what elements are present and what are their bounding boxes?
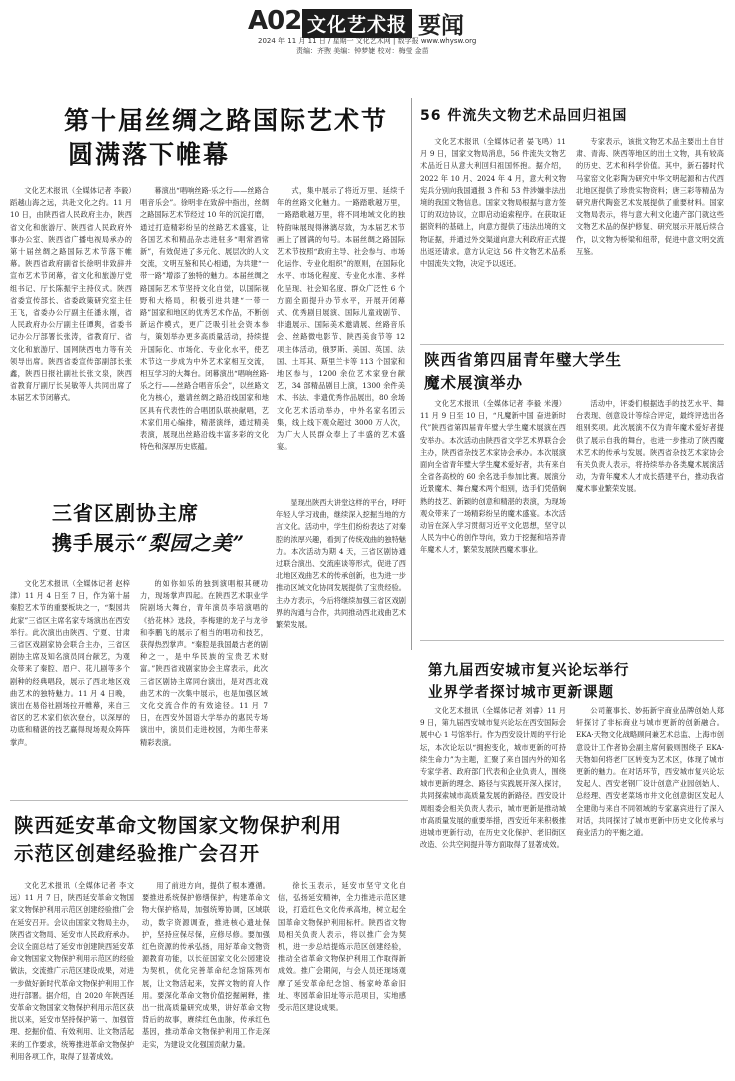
article-5-column-2 (576, 705, 724, 1075)
newspaper-logo: 文化艺术报 (302, 9, 412, 38)
article-3-column-2 (576, 398, 724, 638)
article-5-column-1 (420, 705, 566, 1075)
article-6-title-line-2: 示范区创建经验推广会召开 (14, 842, 261, 865)
article-1-title-line-2: 圆满落下帷幕 (68, 140, 231, 169)
article-4-headline (52, 498, 257, 558)
article-4-column-3 (276, 497, 406, 790)
article-1-column-2 (140, 185, 269, 485)
divider (420, 640, 724, 641)
article-6-title-line-1: 陕西延安革命文物国家文物保护利用 (14, 814, 343, 837)
article-4-text-3: 显现出陕西大讲堂这样的平台，呼吁年轻人学习戏曲，继续深入挖掘当地的方言文化。活动中，学生们纷纷表达了对秦腔的浓厚兴趣，看到了传统戏曲的独特魅力。本次活动为期 4 天，三省区剧协通过联合演出、交流座谈等形式，促进了西北地区戏曲艺术的传承创新，也为进一步推动区域文化协同发展提供了宝贵经验。主办方表示，今后将继续加强三省区戏剧界的沟通与合作，共同推动西北戏曲艺术繁荣发展。 (276, 498, 406, 630)
article-4-text-2: 的如你如乐的独到演唱根其硬功力，现场掌声四起。在陕西艺术职业学院剧场大舞台，青年演员李培演唱的《拾花林》选段，李梅建的龙子与龙爷和李鹏飞的展示了相当的唱功和技艺，获得热烈掌声。“秦腔是我国最古老的剧种之一，是中华民族的宝贵艺术财富。”陕西省戏剧家协会主席表示，此次三省区剧协主席同台演出，是对西北戏曲艺术的一次集中展示，也是加强区域文化交流合作的有效途径。11 月 7 日，在西安外国语大学举办的惠民专场演出中，演员们走进校园，为师生带来精彩表演。 (140, 579, 268, 747)
article-1-text-2: 幕演出“唱响丝路·乐之行——丝路合唱音乐会”。徐明非在致辞中指出，丝绸之路国际艺术节经过 10 年的沉淀打磨，通过打造精彩纷呈的丝路艺术盛宴，让各国艺术和精品杂志进驻多“唱常酒常新”，有效促进了多元化、展层次的人文交流，文明互鉴和民心相通，为共建“一带一路”增添了独特的魅力。本届丝绸之路国际艺术节坚持文化自觉，以国际视野和大格局，积极引进共建“一带一路”国家和地区的优秀艺术作品，不断创新运作模式，更广泛吸引社会资本参与，策划举办更多高质量活动，持续提升国际化、市场化、专业化水平，使艺术节这一步成为中外艺术家相互交流，相互学习的大舞台。闭幕演出“唱响丝路·乐之行——丝路合唱音乐会”，以丝路文化为核心，邀请丝绸之路沿线国家和地区具有代表性的合唱团队联袂献唱，艺术家们用心编排，精湛演绎，通过精美表演，展现出丝路沿线丰富多彩的文化特色和深厚历史底蕴。 (140, 186, 269, 452)
page-number: A02 (248, 6, 302, 36)
article-4-title-line-2 (52, 528, 257, 558)
divider (10, 800, 408, 801)
article-1-headline (64, 104, 404, 172)
article-3-text-1: 文化艺术报讯（全媒体记者 李毅 米漫）11 月 9 日至 10 日，“凡魔新中国 奋进新时代”陕西省第四届青年璧大学生魔术展演在西安举办。本次活动由陕西省文学艺术界联合会主办，陕西省杂技艺术家协会承办。本次展演面向全省青年璧大学生魔术爱好者，共有来自全省各高校的 60 余名选手参加比赛。展演分近景魔术、舞台魔术两个组别，选手们凭借娴熟的技艺、新颖的创意和精湛的表演，为现场观众带来了一场精彩纷呈的魔术盛宴。本次活动旨在深入学习贯彻习近平文化思想，坚守以人民为中心的创作导向，致力于挖掘和培养青年魔术人才，繁荣发展陕西魔术事业。 (420, 399, 566, 555)
article-1-text-1: 文化艺术报讯（全媒体记者 李毅）蹈越山海之远，共赴文化之约。11 月 10 日，由陕西省人民政府主办，陕西省文化和旅游厅、陕西省人民政府外事办公室、陕西省广播电视局承办的第十届丝绸之路国际艺术节落下帷幕。陕西省政府副省长徐明非致辞并宣布艺术节闭幕，省文化和旅游厅党组书记、厅长陈振宇主持仪式。陕西省委宣传部长、省委政策研究室主任王飞，省委办公厅副主任潘永刚，省人民政府办公厅副主任谭舆，省委书记办公厅部署长张涛，省教育厅、省文化和旅游厅、国网陕西电力等有关领导出席。陕西省委宣传部副部长张鑫，陕西日报社副社长张文泉，陕西省教育厅副厅长吴敏等人共同出席了本届艺术节闭幕式。 (10, 186, 132, 403)
section-name: 要闻 (418, 12, 464, 39)
article-1-column-3 (277, 185, 405, 485)
article-6-text-1: 文化艺术报讯（全媒体记者 李文远）11 月 7 日，陕西延安革命文物国家文物保护利用示范区创建经验推广会在延安召开。会议由国家文物局主办，陕西省文物局、延安市人民政府承办。会议全面总结了延安市创建陕西延安革命文物国家文物保护利用示范区的经验做法，交流推广示范区建设成果，对进一步做好新时代革命文物保护利用工作进行部署。据介绍，自 2020 年陕西延安革命文物国家文物保护利用示范区获批以来，延安市坚持保护第一、加强管理、挖掘价值、有效利用、让文物活起来的工作要求，统筹推进革命文物保护利用各项工作，取得了显著成效。 (10, 881, 134, 1061)
article-6-text-3: 徐长玉表示，延安市坚守文化自信，弘扬延安精神，全力推进示范区建设，打造红色文化传承高地，树立起全国革命文物保护利用标杆。陕西省文物局相关负责人表示，将以推广会为契机，进一步总结提炼示范区创建经验，推动全省革命文物保护利用工作取得新成效。推广会期间，与会人员还现场观摩了延安革命纪念馆、杨家岭革命旧址、枣园革命旧址等示范项目，实地感受示范区建设成果。 (278, 881, 406, 1013)
article-3-column-1 (420, 398, 566, 638)
article-5-text-2: 公司董事长、妙拓新宇商业品牌创始人郑轩探讨了非标商业与城市更新的创新融合。EKA·天物文化战略顾问兼艺术总监、上海市创意设计工作者协会副主席何毅则围绕子 EKA·天物如何将老厂区转变为艺术区，体现了城市更新的魅力。在对话环节，西安城市复兴论坛发起人、西安老钢厂设计创意产业园创始人、总经理、西安老菜场市井文化创意街区发起人全建勋与来自不同领域的专家嘉宾进行了深入对话，共同探讨了城市更新中历史文化传承与商业活力的平衡之道。 (576, 706, 724, 838)
article-2-column-1 (420, 136, 566, 344)
article-6-column-2 (142, 880, 270, 1076)
column-divider (411, 98, 412, 650)
article-3-text-2: 活动中，评委们根据选手的技艺水平、舞台表现、创意设计等综合评定，最终评选出各组别奖项。此次展演不仅为青年魔术爱好者提供了展示自我的舞台，也进一步推动了陕西魔术艺术的传承与发展。陕西省杂技艺术家协会有关负责人表示，将持续举办各类魔术展演活动，为青年魔术人才成长搭建平台，推动我省魔术事业繁荣发展。 (576, 399, 724, 494)
article-3-title-line-1: 陕西省第四届青年璧大学生 (424, 351, 623, 369)
article-2-text-1: 文化艺术报讯（全媒体记者 晏飞鸣）11 月 9 日，国家文物局消息，56 件流失文物艺术品近日从意大利回归祖国怀抱。据介绍，2022 年 10 月、2024 年 4 月，意大利文物宪兵分别向我国通报 3 件和 53 件涉嫌非法出境的我国文物信息。国家文物局根据与意方签订的双边协议，立即启动追索程序。在获取证据资料的基础上，向意方提供了违法出境的文物证据，并通过外交渠道向意大利政府正式提出返还请求。意方认定这 56 件文物艺术品系中国流失文物，决定予以返还。 (420, 137, 566, 269)
article-1-text-3: 式，集中展示了将近万里、延续千年的丝路文化魅力。一路踏歌越万里，一路踏歌越万里，将不同地域文化的独特韵味展现得淋漓尽致，为本届艺术节画上了圆满的句号。本届丝绸之路国际艺术节按照“政府主导、社会参与、市场化运作、专业化组织”的原则，在国际化水平、市场化程度、专业化水准、多样化呈现、社会知名度、群众广泛性 6 个方面全面提升办节水平，开展开闭幕式、优秀剧目展演、国际儿童戏剧节、非遗展示、国际美术邀请展、丝路音乐会、丝路微电影节、陕西美食节等 12 项主体活动，俄罗斯、美国、英国、法国、土耳其、斯里兰卡等 113 个国家和地区参与，1200 余位艺术家登台献艺，34 部精品剧目上演，1300 余件美术、书法、非遗优秀作品展出，80 余场文化艺术活动举办，中外名家名团云集，线上线下观众超过 3000 万人次，为广大人民群众奉上了丰盛的艺术盛宴。 (277, 186, 405, 452)
article-6-text-2: 用了前进方向，提供了根本遵循。要推进系统保护修缮保护，构建革命文物大保护格局，加强统筹协调，区域联动，数字资源调查，推进核心遗址保护，坚持应保尽保，应修尽修。要加强红色资源的传承弘扬，用好革命文物资源教育功能，以长征国家文化公园建设为契机，优化完善革命纪念馆陈列布展，让文物活起来，发挥文物的育人作用。要深化革命文物价值挖掘阐释，推出一批高质量研究成果，讲好革命文物背后的故事，赓续红色血脉，传承红色基因，推动革命文物保护利用工作走深走实，为建设文化强国贡献力量。 (142, 881, 270, 1049)
article-4-title-accent: “梨园之美” (136, 531, 246, 555)
article-4-column-1 (10, 578, 130, 790)
date-line: 2024 年 11 月 11 日 / 星期一 文化艺术网 | 数字报 www.whysw.org (258, 37, 477, 45)
article-1-column-1 (10, 185, 132, 485)
article-5-title-line-1: 第九届西安城市复兴论坛举行 (428, 663, 630, 679)
article-3-title-line-2: 魔术展演举办 (424, 374, 524, 392)
article-4-text-1: 文化艺术报讯（全媒体记者 赵梓津）11 月 4 日至 7 日，作为第十届秦腔艺术节的重要板块之一，“梨园共此家”三省区主席名家专场演出在西安举行。此次演出由陕西、宁夏、甘肃三省区戏剧家协会联合主办，三省区剧协主席及知名演员同台献艺，为观众带来了秦腔、眉户、花儿剧等多个剧种的经典唱段，展示了西北地区戏曲艺术的独特魅力。11 月 4 日晚，演出在易俗社剧场拉开帷幕，来自三省区的艺术家们依次登台，以深厚的功底和精湛的技艺赢得现场观众阵阵掌声。 (10, 579, 130, 747)
masthead (0, 0, 735, 55)
article-4-column-2 (140, 578, 268, 790)
divider (420, 344, 724, 345)
article-3-headline (424, 349, 724, 395)
article-6-headline (14, 812, 406, 868)
article-4-title-prefix: 携手展示 (52, 531, 136, 555)
editors-line: 责编：齐煦 美编：钟梦婕 校对：梅莹 金苗 (296, 47, 429, 55)
article-6-column-1 (10, 880, 134, 1076)
article-2-column-2 (576, 136, 724, 344)
article-2-text-2: 专家表示，该批文物艺术品主要出土自甘肃、青海、陕西等地区的出土文物，具有较高的历史、艺术和科学价值。其中，新石器时代马家窑文化彩陶为研究中华文明起源和古代西北地区提供了珍贵实物资料；唐三彩等精品为研究唐代陶瓷艺术发展提供了重要材料。国家文物局表示，将与意大利文化遗产部门就这些文物艺术品的保护修复、研究展示开展后续合作，以文物为桥梁和纽带，促进中意文明交流互鉴。 (576, 137, 724, 256)
article-5-headline (428, 660, 726, 704)
article-6-column-3 (278, 880, 406, 1076)
article-4-title-line-1: 三省区剧协主席 (52, 501, 199, 525)
article-5-text-1: 文化艺术报讯（全媒体记者 刘睿）11 月 9 日，第九届西安城市复兴论坛在西安国际会展中心 1 号馆举行。作为西安设计周的平行论坛，本次论坛以“拥抱变化，城市更新的可持续生命力”为主题，汇聚了来自国内外的知名专家学者、政府部门代表和企业负责人，围绕城市更新的理念、路径与实践展开深入探讨，共同探索城市高质量发展的新路径。西安设计周组委会相关负责人表示，城市更新是推动城市高质量发展的重要举措，西安近年来积极推进城市更新行动，在历史文化保护、老旧街区改造、公共空间提升等方面取得了显著成效。 (420, 706, 566, 850)
article-5-title-line-2: 业界学者探讨城市更新课题 (428, 685, 614, 701)
article-2-headline: 56 件流失文物艺术品回归祖国 (420, 108, 628, 124)
article-1-title-line-1: 第十届丝绸之路国际艺术节 (64, 106, 389, 135)
